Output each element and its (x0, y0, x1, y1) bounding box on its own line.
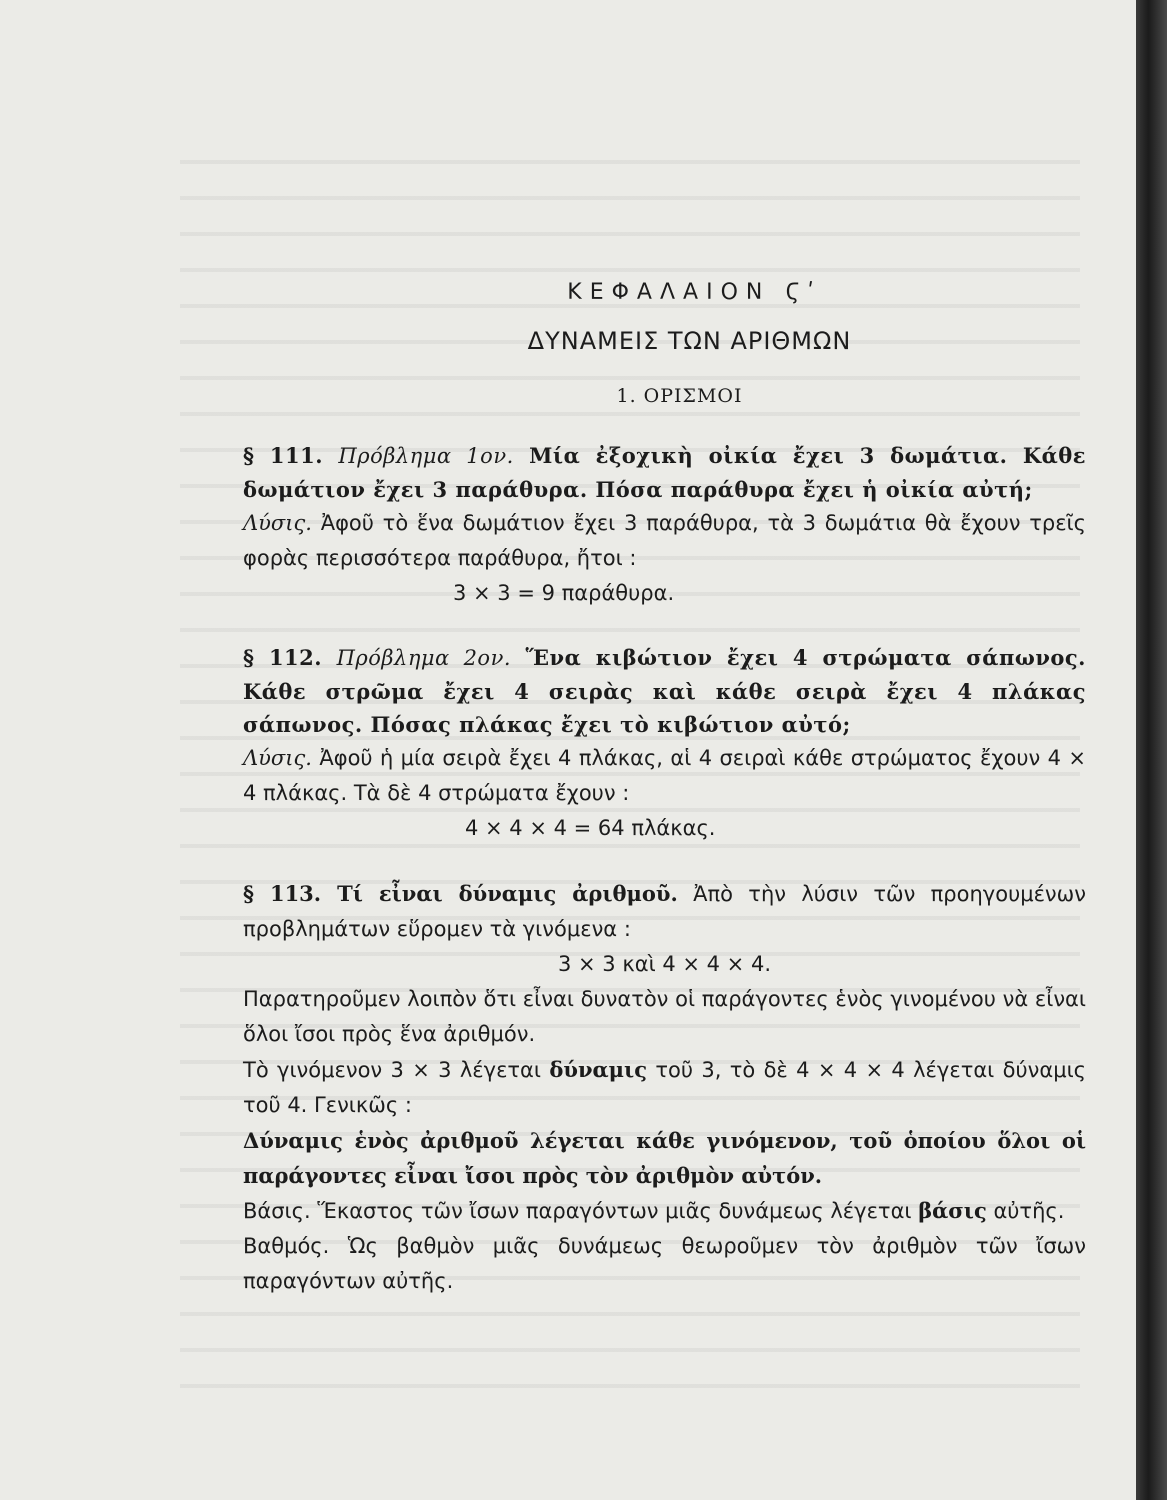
problem-111 (243, 439, 1086, 611)
problem-112-text: Ἕνα κιβώτιον ἔχει 4 στρώματα σάπωνος. Κάθε στρῶμα ἔχει 4 σειρὰς καὶ κάθε σειρὰ ἔχει 4 πλάκας σάπωνος. Πόσας πλάκας ἔχει τὸ κιβώτιον αὐτό; (243, 645, 1086, 737)
solution-112 (243, 741, 1086, 811)
chapter-title: ΔΥΝΑΜΕΙΣ ΤΩΝ ΑΡΙΘΜΩΝ (527, 327, 852, 355)
problem-111-number: § 111. (243, 443, 324, 468)
section-113-heading: § 113. Τί εἶναι δύναμις ἀριθμοῦ. (243, 881, 678, 906)
base-definition (243, 1193, 1086, 1229)
problem-112 (243, 641, 1086, 846)
section-113 (243, 876, 1086, 1299)
degree-definition: Βαθμός. Ὡς βαθμὸν μιᾶς δυνάμεως θεωροῦμεν τὸν ἀριθμὸν τῶν ἴσων παραγόντων αὐτῆς. (243, 1234, 1086, 1293)
solution-111 (243, 506, 1086, 576)
example-text-b: τοῦ 3, τὸ δὲ 4 × 4 × 4 λέγεται δύναμις τοῦ 4. Γενικῶς : (243, 1058, 1086, 1117)
formula-113: 3 × 3 καὶ 4 × 4 × 4. (558, 952, 771, 976)
problem-112-number: § 112. (243, 645, 323, 670)
section-heading: 1. ΟΡΙΣΜΟΙ (616, 385, 743, 407)
solution-111-text: Ἀφοῦ τὸ ἕνα δωμάτιον ἔχει 3 παράθυρα, τὰ 3 δωμάτια θὰ ἔχουν τρεῖς φορὰς περισσότερα παράθυρα, ἤτοι : (243, 511, 1086, 570)
solution-111-label: Λύσις. (243, 511, 312, 535)
solution-112-text: Ἀφοῦ ἡ μία σειρὰ ἔχει 4 πλάκας, αἱ 4 σειραὶ κάθε στρώματος ἔχουν 4 × 4 πλάκας. Τὰ δὲ 4 στρώματα ἔχουν : (243, 746, 1086, 805)
formula-111: 3 × 3 = 9 παράθυρα. (453, 581, 675, 605)
section-113-intro (243, 876, 1086, 947)
power-term: δύναμις (549, 1057, 648, 1082)
base-term: βάσις (918, 1198, 987, 1223)
problem-111-kind: Πρόβλημα 1ον. (338, 444, 514, 468)
problem-112-kind: Πρόβλημα 2ον. (336, 646, 512, 670)
problem-111-text: Μία ἐξοχικὴ οἰκία ἔχει 3 δωμάτια. Κάθε δωμάτιον ἔχει 3 παράθυρα. Πόσα παράθυρα ἔχει ἡ οἰκία αὐτή; (243, 443, 1087, 502)
base-text-a: Βάσις. Ἕκαστος τῶν ἴσων παραγόντων μιᾶς δυνάμεως λέγεται (243, 1199, 912, 1223)
solution-112-label: Λύσις. (243, 746, 312, 770)
problem-111-statement (243, 439, 1086, 506)
chapter-label: ΚΕΦΑΛΑΙΟΝ Ϛʹ (567, 280, 822, 305)
section-113-intro-text: Ἀπὸ τὴν λύσιν τῶν προηγουμένων προβλημάτων εὕρομεν τὰ γινόμενα : (243, 882, 1086, 941)
base-text-b: αὐτῆς. (993, 1199, 1065, 1223)
power-definition: Δύναμις ἑνὸς ἀριθμοῦ λέγεται κάθε γινόμενον, τοῦ ὁποίου ὅλοι οἱ παράγοντες εἶναι ἴσοι πρὸς τὸν ἀριθμὸν αὐτόν. (243, 1128, 1086, 1188)
formula-112: 4 × 4 × 4 = 64 πλάκας. (465, 816, 716, 840)
page-content (243, 280, 1086, 1299)
example-text (243, 1052, 1086, 1123)
observation-text: Παρατηροῦμεν λοιπὸν ὅτι εἶναι δυνατὸν οἱ παράγοντες ἑνὸς γινομένου νὰ εἶναι ὅλοι ἴσοι πρὸς ἕνα ἀριθμόν. (243, 987, 1086, 1046)
problem-112-statement (243, 641, 1086, 741)
book-spine-edge (1136, 0, 1167, 1500)
example-text-a: Τὸ γινόμενον 3 × 3 λέγεται (243, 1058, 542, 1082)
